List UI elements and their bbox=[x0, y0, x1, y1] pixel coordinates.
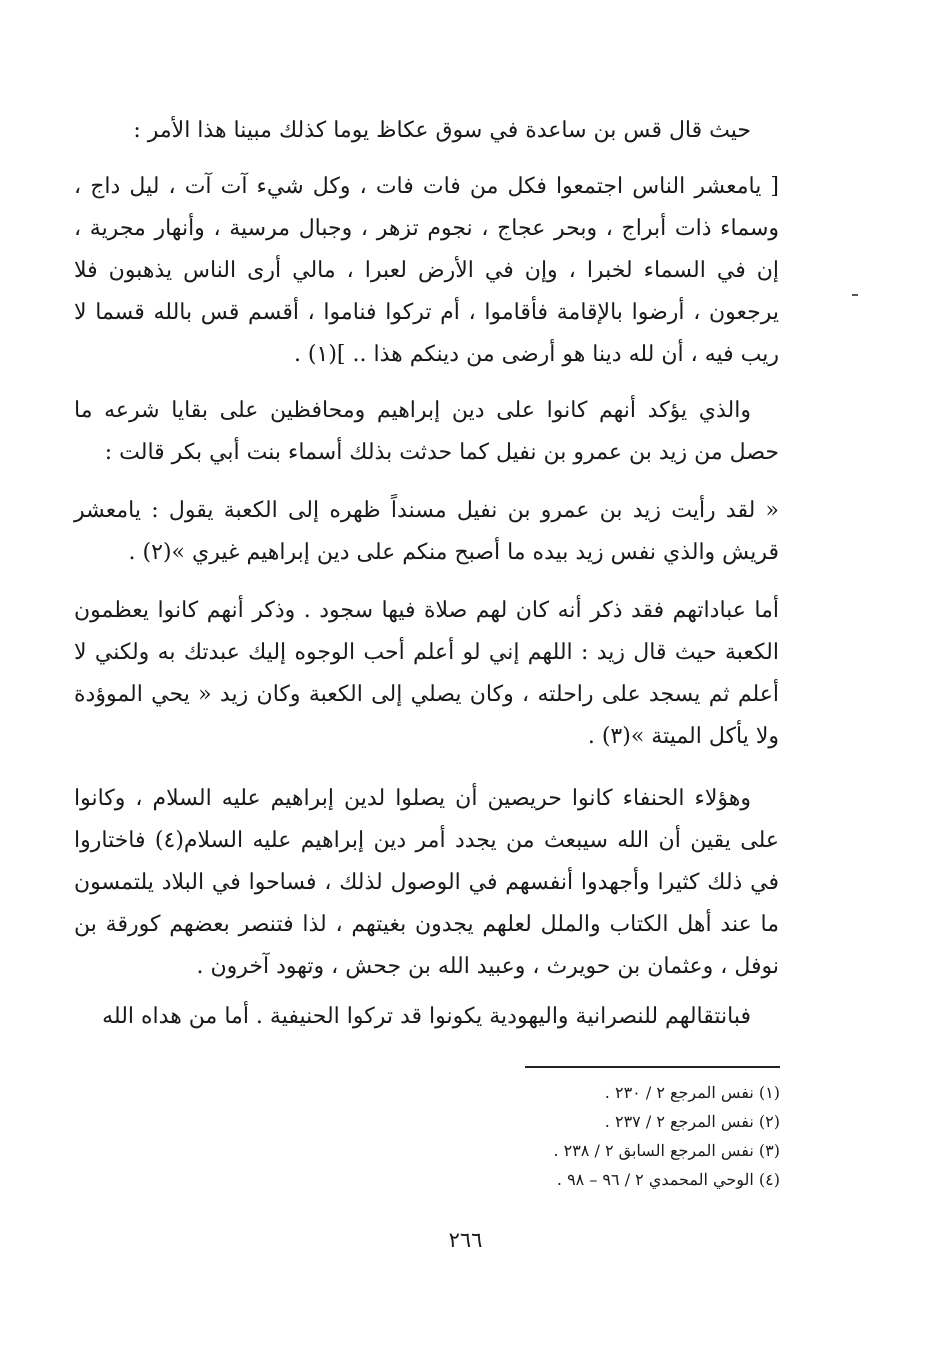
footnote-item: (٣) نفس المرجع السابق ٢ / ٢٣٨ . bbox=[553, 1141, 780, 1160]
footnote-item: (٢) نفس المرجع ٢ / ٢٣٧ . bbox=[604, 1112, 780, 1131]
paragraph-worship: أما عباداتهم فقد ذكر أنه كان لهم صلاة فيها سجود . وذكر أنهم كانوا يعظمون الكعبة حيث قال زيد : اللهم إني لو أعلم أحب الوجوه إليك عبدتك به ولكني لا أعلم ثم يسجد على راحلته ، وكان يصلي إلى الكعبة وكان زيد « يحي الموؤدة ولا يأكل الميتة »(٣) . bbox=[74, 598, 779, 749]
paragraph-quss-speech: [ يامعشر الناس اجتمعوا فكل من فات فات ، وكل شيء آت آت ، ليل داج ، وسماء ذات أبراج ، وبحر عجاج ، نجوم تزهر ، وجبال مرسية ، وأنهار مجرية ، إن في السماء لخبرا ، وإن في الأرض لعبرا ، مالي أرى الناس يذهبون فلا يرجعون ، أرضوا بالإقامة فأقاموا ، أم تركوا فناموا ، أقسم قس بالله قسما لا ريب فيه ، أن لله دينا هو أرضى من دينكم هذا .. ](١) . bbox=[74, 174, 779, 367]
page-number: ٢٦٦ bbox=[448, 1228, 483, 1252]
footnote-item: (٤) الوحي المحمدي ٢ / ٩٦ – ٩٨ . bbox=[556, 1170, 780, 1189]
footnote-divider bbox=[525, 1066, 780, 1068]
paragraph-hunafa: وهؤلاء الحنفاء كانوا حريصين أن يصلوا لدين إبراهيم عليه السلام ، وكانوا على يقين أن الله سيبعث من يجدد أمر دين إبراهيم عليه السلام(٤) فاختاروا في ذلك كثيرا وأجهدوا أنفسهم في الوصول لذلك ، فساحوا في البلاد يلتمسون ما عند أهل الكتاب والملل لعلهم يجدون بغيتهم ، لذا فتنصر بعضهم كورقة بن نوفل ، وعثمان بن حويرث ، وعبيد الله بن جحش ، وتهود آخرون . bbox=[74, 786, 779, 979]
scan-speck bbox=[852, 294, 858, 296]
footnote-item: (١) نفس المرجع ٢ / ٢٣٠ . bbox=[604, 1083, 780, 1102]
paragraph-conversion: فبانتقالهم للنصرانية واليهودية يكونوا قد تركوا الحنيفية . أما من هداه الله bbox=[102, 1004, 751, 1029]
paragraph-intro: حيث قال قس بن ساعدة في سوق عكاظ يوما كذلك مبينا هذا الأمر : bbox=[133, 118, 751, 143]
paragraph-zaid-quote: « لقد رأيت زيد بن عمرو بن نفيل مسنداً ظهره إلى الكعبة يقول : يامعشر قريش والذي نفس زيد بيده ما أصبح منكم على دين إبراهيم غيري »(٢) . bbox=[74, 498, 779, 565]
paragraph-confirmation: والذي يؤكد أنهم كانوا على دين إبراهيم ومحافظين على بقايا شرعه ما حصل من زيد بن عمرو بن نفيل كما حدثت بذلك أسماء بنت أبي بكر قالت : bbox=[74, 398, 779, 465]
footnotes-list bbox=[380, 1078, 780, 1194]
